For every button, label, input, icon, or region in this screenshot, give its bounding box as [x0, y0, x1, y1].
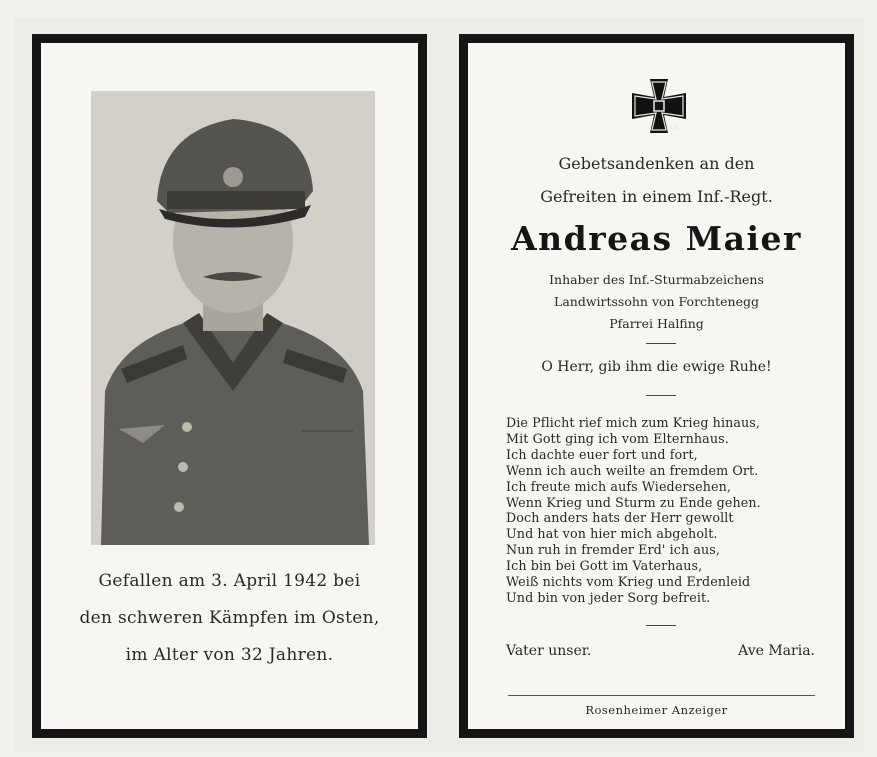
- deceased-details: [468, 269, 845, 335]
- left-panel: [32, 34, 427, 738]
- intro-line-1: Gebetsandenken an den: [558, 154, 755, 173]
- poem-line: Wenn Krieg und Sturm zu Ende gehen.: [506, 494, 761, 510]
- poem-line: Ich bin bei Gott im Vaterhaus,: [506, 558, 703, 574]
- poem-line: Und hat von hier mich abgeholt.: [506, 526, 718, 542]
- soldier-portrait-image: [91, 91, 375, 545]
- notice-line-1: Gefallen am 3. April 1942 bei: [98, 571, 361, 591]
- poem-line: Weiß nichts vom Krieg und Erdenleid: [506, 574, 751, 590]
- vater-unser-text: Vater unser.: [506, 643, 592, 659]
- prayer-line: O Herr, gib ihm die ewige Ruhe!: [541, 359, 772, 375]
- divider-3: [646, 625, 676, 626]
- intro-text: [468, 147, 845, 213]
- detail-line-1: Inhaber des Inf.-Sturmabzeichens: [549, 272, 764, 287]
- poem-line: Doch anders hats der Herr gewollt: [506, 510, 734, 526]
- right-panel: [459, 34, 854, 738]
- divider-2: [646, 395, 676, 396]
- poem-line: Ich dachte euer fort und fort,: [506, 446, 698, 462]
- poem-line: Ich freute mich aufs Wiedersehen,: [506, 478, 732, 494]
- detail-line-3: Pfarrei Halfing: [609, 316, 704, 331]
- poem-line: Und bin von jeder Sorg befreit.: [506, 589, 711, 605]
- poem-line: Mit Gott ging ich vom Elternhaus.: [506, 430, 729, 446]
- portrait-photo: [91, 91, 375, 545]
- deceased-name: Andreas Maier: [511, 219, 802, 258]
- poem: [506, 415, 761, 606]
- notice-line-3: im Alter von 32 Jahren.: [125, 645, 334, 665]
- poem-line: Wenn ich auch weilte an fremdem Ort.: [506, 462, 759, 478]
- divider-1: [646, 343, 676, 344]
- poem-line: Die Pflicht rief mich zum Krieg hinaus,: [506, 415, 761, 430]
- poem-line: Nun ruh in fremder Erd' ich aus,: [506, 542, 721, 558]
- cross-year: 1939: [666, 125, 679, 131]
- ave-maria-text: Ave Maria.: [738, 643, 815, 659]
- detail-line-2: Landwirtssohn von Forchtenegg: [554, 294, 759, 309]
- iron-cross-icon: [630, 77, 688, 135]
- footer-divider: [508, 695, 815, 696]
- intro-line-2: Gefreiten in einem Inf.-Regt.: [540, 187, 773, 206]
- notice-line-2: den schweren Kämpfen im Osten,: [79, 608, 380, 628]
- publisher-name: Rosenheimer Anzeiger: [585, 703, 728, 717]
- death-notice: [41, 563, 418, 674]
